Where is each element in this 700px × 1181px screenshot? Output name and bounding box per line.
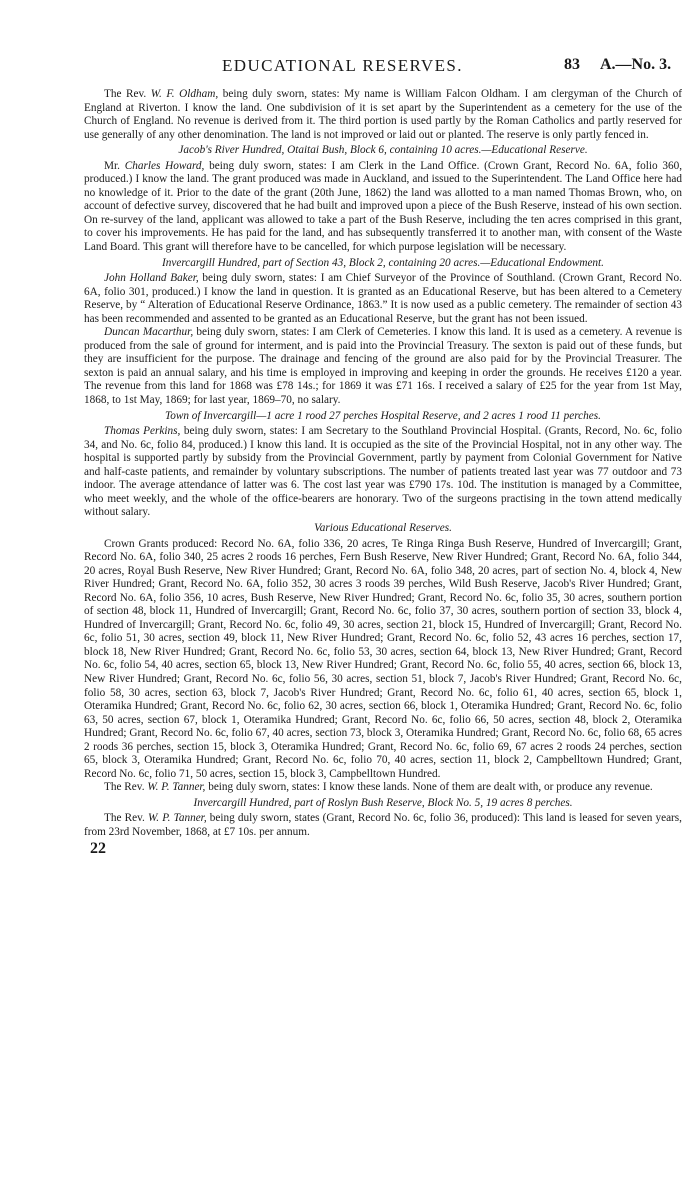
speaker-name: W. F. Oldham, bbox=[150, 88, 219, 100]
testimony-tanner-1 bbox=[84, 781, 682, 795]
page-number: 83 bbox=[564, 56, 580, 73]
testimony-text: being duly sworn, states: I am Clerk of Cemeteries. I know this land. It is used as a cemetery. A revenue is produced from the sale of ground for interment, and is paid into the Provincial Treasury. The sexton is paid out of these funds, but they are insufficient for the purpose. The drainage and fencing of the ground are also paid for by the Provincial Treasurer. The sexton is paid an annual salary, and his time is employed in improving and keeping in order the grounds. He receives £120 a year. The revenue from this land for 1868 was £78 14s.; for 1869 it was £71 16s. I received a salary of £25 for the year from 1st May, 1868, to 1st May, 1869; for last year, 1869–70, no salary. bbox=[84, 326, 683, 407]
document-body bbox=[84, 88, 682, 855]
section-heading-roslyn-bush: Invercargill Hundred, part of Roslyn Bush Reserve, Block No. 5, 19 acres 8 perches. bbox=[193, 796, 573, 809]
speaker-name: W. P. Tanner, bbox=[147, 812, 207, 825]
testimony-text: being duly sworn, states: I am Clerk in the Land Office. (Crown Grant, Record No. 6A, folio 360, produced.) I know the land. The grant produced was made in Auckland, and issued to the Superintendent. The Land Office here had no knowledge of it. Prior to the date of the grant (20th June, 1862) the land was allotted to a man named Thomas Brown, who, on account of defective survey, discovered that he had built and improved upon a piece of the Bush Reserve, instead of his own section. On re-survey of the land, applicant was allowed to take a part of the Bush Reserve, including the ten acres comprised in this grant, to cover his improvements. He has paid for the land, and has subsequently transferred it to another man, with consent of the Waste Land Board. This grant will therefore have to be cancelled, for which purpose legislation will be necessary. bbox=[84, 159, 683, 254]
section-heading-hospital-reserve: Town of Invercargill—1 acre 1 rood 27 perches Hospital Reserve, and 2 acres 1 rood 11 perches. bbox=[165, 409, 601, 422]
testimony-text: being duly sworn, states: I know these lands. None of them are dealt with, or produce any revenue. bbox=[205, 781, 653, 794]
speaker-name: Charles Howard, bbox=[124, 159, 205, 172]
document-reference: A.—No. 3. bbox=[600, 56, 672, 73]
testimony-prefix: The Rev. bbox=[104, 781, 148, 794]
section-heading-invercargill-section-43: Invercargill Hundred, part of Section 43, Block 2, containing 20 acres.—Educational Endowment. bbox=[161, 256, 604, 269]
testimony-macarthur bbox=[84, 326, 682, 407]
section-heading-various-reserves: Various Educational Reserves. bbox=[314, 521, 452, 534]
testimony-perkins bbox=[84, 425, 682, 520]
section-heading-jacobs-river: Jacob's River Hundred, Otaitai Bush, Block 6, containing 10 acres.—Educational Reserve. bbox=[178, 144, 588, 157]
speaker-name: Duncan Macarthur, bbox=[104, 326, 194, 339]
testimony-text: being duly sworn, states: I am Secretary to the Southland Provincial Hospital. (Grants, Record, No. 6c, folio 34, and No. 6c, folio 84, produced.) I know this land. It is occupied as the site of the Provincial Hospital, not in any other way. The hospital is supported partly by subsidy from the Provincial Government, partly by payment from Colonial Government for Native and half-caste patients, and remainder by voluntary subscriptions. The number of patients treated last year was 77 outdoor and 73 indoor. The average attendance of latter was 6. The cost last year was £790 17s. 10d. The institution is managed by a Committee, who meet weekly, and the whole of the office-bearers are honorary. Two of the surgeons practising in the town attend medically without salary. bbox=[84, 425, 683, 519]
testimony-tanner-2 bbox=[84, 812, 682, 839]
testimony-baker bbox=[84, 272, 682, 326]
speaker-name: John Holland Baker, bbox=[104, 272, 199, 285]
printer-signature-mark: 22 bbox=[90, 839, 106, 857]
speaker-name: Thomas Perkins, bbox=[104, 425, 181, 438]
page-header bbox=[90, 56, 690, 80]
testimony-prefix: Mr. bbox=[104, 159, 125, 172]
page-title: EDUCATIONAL RESERVES. bbox=[222, 56, 463, 75]
testimony-text: being duly sworn, states: My name is William Falcon Oldham. I am clergyman of the Church of England at Riverton. I know the land. One subdivision of it is set apart by the Superintendent as a cemetery for the use of the Church of England. No revenue is derived from it. The third portion is used partly by the Roman Catholics and partly reserved for use generally of any other denomination. The land is not improved or laid out or planted. The reserve is only partly fenced in. bbox=[84, 88, 682, 141]
testimony-prefix: The Rev. bbox=[104, 88, 151, 100]
crown-grants-list: Crown Grants produced: Record No. 6A, folio 336, 20 acres, Te Ringa Ringa Bush Reserve, Hundred of Invercargill; Grant, Record No. 6A, folio 340, 25 acres 2 roods 16 perches, Fern Bush Reserve, New River Hundred; Grant, Record No. 6A, folio 344, 20 acres, Royal Bush Reserve, New River Hundred; Grant, Record No. 6A, folio 348, 20 acres, part of section No. 4, block 4, New River Hundred; Grant, Record No. 6A, folio 352, 30 acres 3 roods 39 perches, Wild Bush Reserve, Jacob's River Hundred; Grant, Record No. 6A, folio 356, 10 acres, Bush Reserve, New River Hundred; Grant, Record No. 6c, folio 35, 30 acres, southern portion of section 48, block 11, Hundred of Invercargill; Grant, Record No. 6c, folio 37, 30 acres, southern portion of section 33, block 4, Hundred of Invercargill; Grant, Record No. 6c, folio 49, 30 acres, section 21, block 15, Hundred of Invercargill; Grant, Record No. 6c, folio 51, 30 acres, section 49, block 11, New River Hundred; Grant, Record No. 6c, folio 52, 43 acres 16 perches, section 17, block 18, New River Hundred; Grant, Record No. 6c, folio 53, 30 acres, section 64, block 13, New River Hundred; Grant, Record No. 6c, folio 54, 40 acres, section 65, block 13, New River Hundred; Grant, Record No. 6c, folio 55, 40 acres, section 66, block 13, New River Hundred; Grant, Record No. 6c, folio 56, 30 acres, section 51, block 7, Jacob's River Hundred; Grant, Record No. 6c, folio 58, 30 acres, section 63, block 7, Jacob's River Hundred; Grant, Record No. 6c, folio 61, 40 acres, section 65, block 1, Oteramika Hundred; Grant, Record No. 6c, folio 62, 30 acres, section 66, block 1, Oteramika Hundred; Grant, Record No. 6c, folio 63, 50 acres, section 67, block 1, Oteramika Hundred; Grant, Record No. 6c, folio 66, 50 acres, section 48, block 2, Oteramika Hundred; Grant, Record No. 6c, folio 67, 40 acres, section 73, block 3, Oteramika Hundred; Grant, Record No. 6c, folio 68, 65 acres 2 roods 36 perches, section 15, block 3, Oteramika Hundred; Grant, Record No. 6c, folio 69, 67 acres 2 roods 24 perches, section 65, block 3, Oteramika Hundred; Grant, Record No. 6c, folio 70, 40 acres, section 11, block 2, Campbelltown Hundred; Grant, Record No. 6c, folio 71, 50 acres, section 15, block 3, Campbelltown Hundred. bbox=[84, 537, 682, 780]
testimony-oldham bbox=[84, 88, 682, 142]
testimony-text: being duly sworn, states (Grant, Record No. 6c, folio 36, produced): This land is leased for seven years, from 23rd November, 1868, at £7 10s. per annum. bbox=[84, 812, 682, 838]
testimony-text: being duly sworn, states: I am Chief Surveyor of the Province of Southland. (Crown Grant, Record No. 6A, folio 301, produced.) I know the land in question. It is granted as an Educational Reserve, but has been altered to a Cemetery Reserve, by “ Alteration of Educational Reserve Ordinance, 1863.” It is now used as a public cemetery. The remainder of section 43 has been recommended and assented to be granted as an Educational Reserve, but the grant has not been issued. bbox=[84, 272, 682, 325]
testimony-prefix: The Rev. bbox=[104, 812, 148, 825]
testimony-howard bbox=[84, 160, 682, 255]
speaker-name: W. P. Tanner, bbox=[147, 781, 206, 794]
